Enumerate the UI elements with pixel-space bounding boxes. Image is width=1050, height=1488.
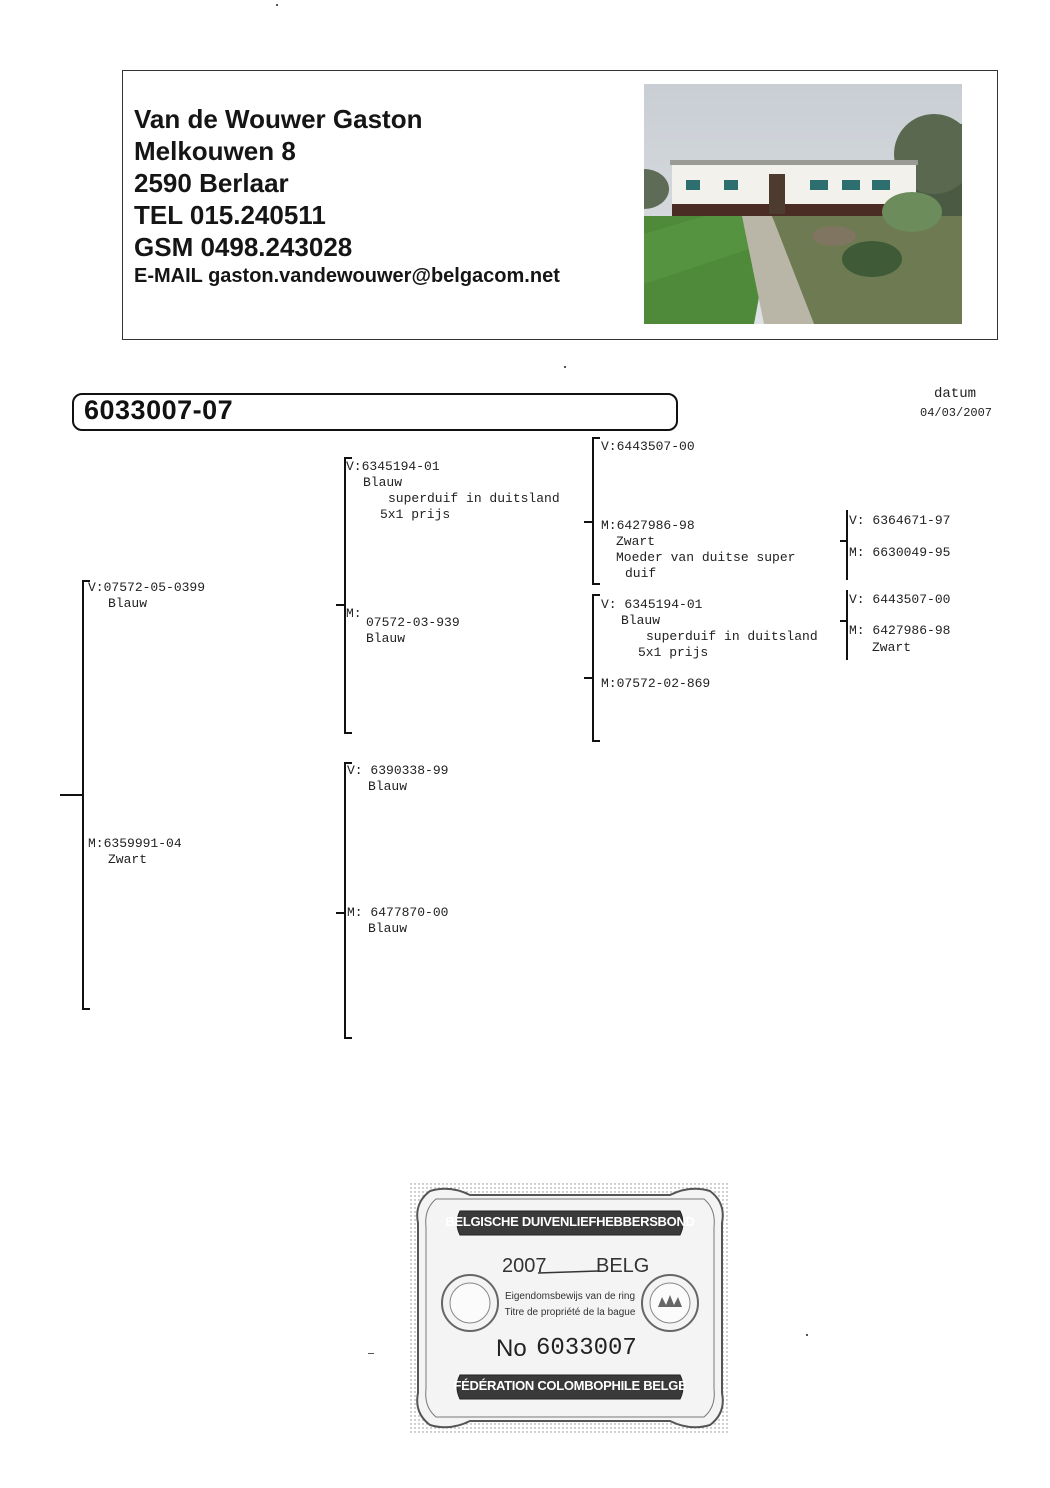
root-connector: [60, 794, 84, 796]
sire-color: Blauw: [108, 596, 148, 611]
sire-dam-prefix: M:: [346, 606, 362, 621]
date-value: 04/03/2007: [920, 406, 993, 420]
cert-number-prefix: No: [496, 1335, 527, 1362]
sd-sire-ring: V: 6345194-01: [601, 597, 703, 612]
sds-dam-ring: M: 6427986-98: [849, 623, 951, 638]
sire-sire-color: Blauw: [363, 475, 403, 490]
gen3-sd-connector: [584, 677, 594, 679]
sd-sire-color: Blauw: [621, 613, 661, 628]
ss-dam-color: Zwart: [616, 534, 656, 549]
date-label: datum: [934, 386, 977, 402]
cert-line-nl: Eigendomsbewijs van de ring: [504, 1291, 636, 1302]
gen2-dam-connector: [336, 912, 346, 914]
dam-sire-ring: V: 6390338-99: [347, 763, 449, 778]
ssd-dam-ring: M: 6630049-95: [849, 545, 951, 560]
cert-number: 6033007: [536, 1335, 637, 1362]
gen3-sd-bracket: [592, 594, 600, 742]
gen2-sire-connector: [336, 604, 346, 606]
breeder-city: 2590 Berlaar: [134, 168, 289, 198]
sire-ring: V:07572-05-0399: [88, 580, 206, 595]
breeder-email: E-MAIL gaston.vandewouwer@belgacom.net: [134, 265, 560, 287]
ss-dam-ring: M:6427986-98: [601, 518, 695, 533]
gen3-ss-bracket: [592, 437, 600, 585]
ss-sire-ring: V:6443507-00: [601, 439, 695, 454]
sds-dam-color: Zwart: [872, 640, 912, 655]
scan-speck: [276, 4, 278, 6]
cert-line-fr: Titre de propriété de la bague: [504, 1307, 636, 1318]
scan-speck: [806, 1334, 808, 1336]
cert-year: 2007: [502, 1255, 547, 1277]
gen4-ssd-connector: [840, 540, 848, 542]
dam-sire-color: Blauw: [368, 779, 408, 794]
cert-country: BELG: [596, 1255, 650, 1277]
sire-sire-note2: 5x1 prijs: [380, 507, 451, 522]
cert-org-nl: BELGISCHE DUIVENLIEFHEBBERSBOND: [445, 1214, 695, 1229]
ring-number: 6033007-07: [84, 395, 234, 425]
sd-sire-note1: superduif in duitsland: [646, 629, 818, 644]
dam-dam-ring: M: 6477870-00: [347, 905, 449, 920]
sire-dam-ring: 07572-03-939: [366, 615, 460, 630]
sire-sire-note1: superduif in duitsland: [388, 491, 560, 506]
breeder-tel: TEL 015.240511: [134, 200, 326, 230]
gen2-sire-bracket: [344, 457, 352, 734]
cert-org-fr: FÉDÉRATION COLOMBOPHILE BELGE: [453, 1378, 687, 1393]
sd-sire-note2: 5x1 prijs: [638, 645, 709, 660]
breeder-gsm: GSM 0498.243028: [134, 232, 353, 262]
sds-sire-ring: V: 6443507-00: [849, 592, 951, 607]
ring-ownership-certificate: [410, 1183, 730, 1433]
dam-dam-color: Blauw: [368, 921, 408, 936]
ss-dam-note2: duif: [625, 566, 657, 581]
gen1-bracket: [82, 580, 90, 1010]
gen4-ssd-line: [846, 510, 848, 580]
dam-ring: M:6359991-04: [88, 836, 182, 851]
gen4-sds-line: [846, 590, 848, 660]
ssd-sire-ring: V: 6364671-97: [849, 513, 951, 528]
ss-dam-note1: Moeder van duitse super: [616, 550, 796, 565]
gen2-dam-bracket: [344, 762, 352, 1039]
gen4-sds-connector: [840, 620, 848, 622]
gen3-ss-connector: [584, 521, 594, 523]
scan-speck: [564, 366, 566, 368]
breeder-name: Van de Wouwer Gaston: [134, 104, 423, 134]
dam-color: Zwart: [108, 852, 148, 867]
loft-photo: [644, 84, 962, 324]
sire-sire-ring: V:6345194-01: [346, 459, 440, 474]
sire-dam-color: Blauw: [366, 631, 406, 646]
breeder-street: Melkouwen 8: [134, 136, 296, 166]
sd-dam-ring: M:07572-02-869: [601, 676, 711, 691]
scan-speck: [368, 1353, 374, 1354]
